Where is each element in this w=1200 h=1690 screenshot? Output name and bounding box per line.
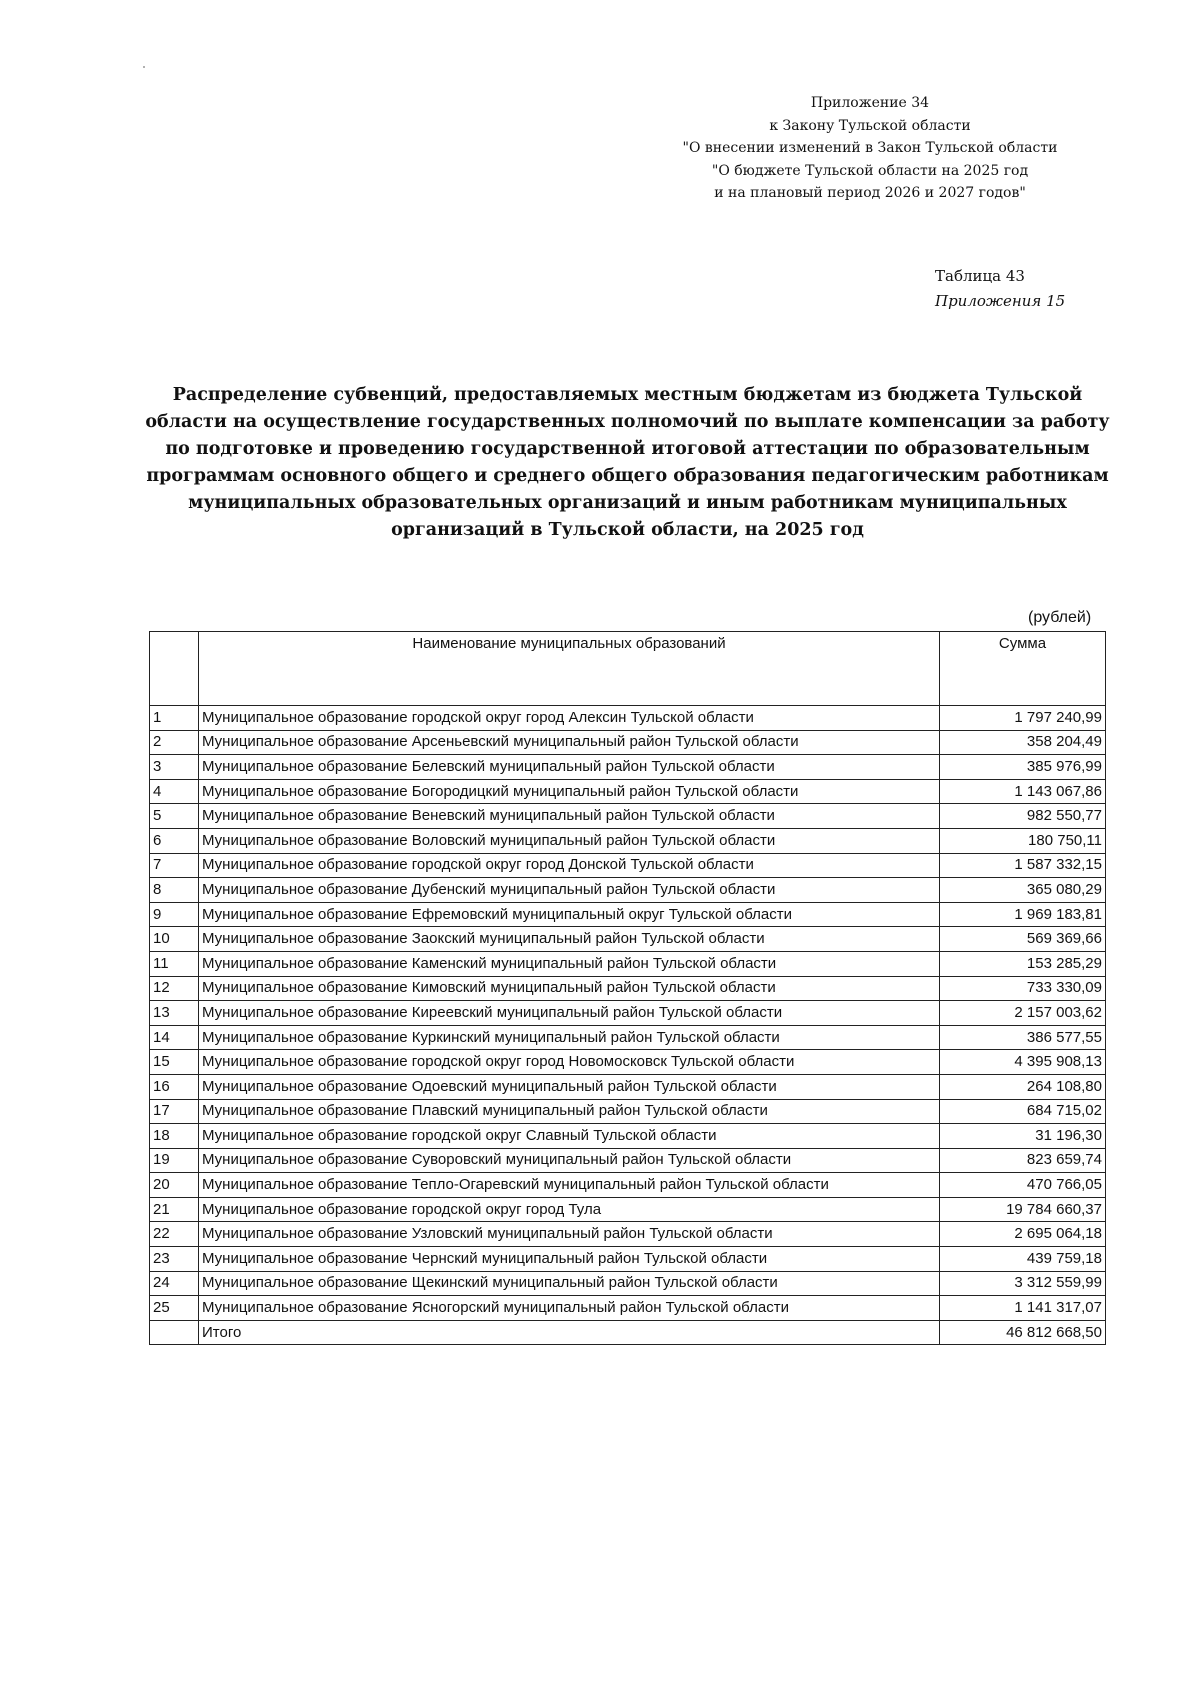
table-row bbox=[150, 1074, 1106, 1099]
appendix-reference: Приложения 15 bbox=[935, 292, 1066, 310]
row-number-cell: 15 bbox=[150, 1050, 199, 1075]
table-row bbox=[150, 902, 1106, 927]
row-number-cell: 5 bbox=[150, 804, 199, 829]
table-row bbox=[150, 1148, 1106, 1173]
municipality-name-cell: Муниципальное образование Узловский муниципальный район Тульской области bbox=[199, 1222, 940, 1247]
table-reference bbox=[935, 264, 1065, 314]
scan-speck-mark bbox=[143, 66, 145, 68]
municipality-name-cell: Муниципальное образование Куркинский муниципальный район Тульской области bbox=[199, 1025, 940, 1050]
appendix-line-1: Приложение 34 bbox=[810, 95, 930, 111]
amount-cell: 385 976,99 bbox=[940, 755, 1106, 780]
amount-cell: 386 577,55 bbox=[940, 1025, 1106, 1050]
municipality-name-cell: Муниципальное образование Богородицкий муниципальный район Тульской области bbox=[199, 779, 940, 804]
table-row bbox=[150, 927, 1106, 952]
municipality-name-cell: Муниципальное образование Ефремовский муниципальный округ Тульской области bbox=[199, 902, 940, 927]
row-number-cell: 12 bbox=[150, 976, 199, 1001]
amount-cell: 264 108,80 bbox=[940, 1074, 1106, 1099]
table-row bbox=[150, 1197, 1106, 1222]
amount-cell: 1 141 317,07 bbox=[940, 1296, 1106, 1321]
municipality-name-cell: Муниципальное образование Суворовский муниципальный район Тульской области bbox=[199, 1148, 940, 1173]
table-body bbox=[150, 706, 1106, 1345]
municipality-name-cell: Муниципальное образование городской округ город Алексин Тульской области bbox=[199, 706, 940, 731]
appendix-line-2: к Закону Тульской области bbox=[769, 117, 971, 134]
municipality-name-cell: Итого bbox=[199, 1320, 940, 1345]
table-row bbox=[150, 1050, 1106, 1075]
appendix-header bbox=[620, 92, 1120, 205]
amount-cell: 470 766,05 bbox=[940, 1173, 1106, 1198]
table-row bbox=[150, 779, 1106, 804]
amount-cell: 31 196,30 bbox=[940, 1124, 1106, 1149]
table-row bbox=[150, 804, 1106, 829]
amount-cell: 2 695 064,18 bbox=[940, 1222, 1106, 1247]
row-number-cell: 20 bbox=[150, 1173, 199, 1198]
municipality-name-cell: Муниципальное образование Заокский муниципальный район Тульской области bbox=[199, 927, 940, 952]
row-number-cell: 4 bbox=[150, 779, 199, 804]
amount-cell: 1 797 240,99 bbox=[940, 706, 1106, 731]
table-row bbox=[150, 951, 1106, 976]
amount-cell: 684 715,02 bbox=[940, 1099, 1106, 1124]
amount-cell: 180 750,11 bbox=[940, 828, 1106, 853]
municipality-name-cell: Муниципальное образование городской округ город Донской Тульской области bbox=[199, 853, 940, 878]
amount-cell: 365 080,29 bbox=[940, 878, 1106, 903]
row-number-cell: 1 bbox=[150, 706, 199, 731]
amount-cell: 982 550,77 bbox=[940, 804, 1106, 829]
appendix-line-5: и на плановый период 2026 и 2027 годов" bbox=[714, 185, 1026, 201]
row-number-cell: 14 bbox=[150, 1025, 199, 1050]
amount-cell: 19 784 660,37 bbox=[940, 1197, 1106, 1222]
amount-cell: 1 143 067,86 bbox=[940, 779, 1106, 804]
table-row bbox=[150, 1124, 1106, 1149]
table-row bbox=[150, 1025, 1106, 1050]
municipality-name-cell: Муниципальное образование Одоевский муниципальный район Тульской области bbox=[199, 1074, 940, 1099]
header-sum: Сумма bbox=[940, 632, 1106, 706]
municipality-name-cell: Муниципальное образование городской округ город Тула bbox=[199, 1197, 940, 1222]
table-row bbox=[150, 1222, 1106, 1247]
header-number bbox=[150, 632, 199, 706]
municipality-name-cell: Муниципальное образование Чернский муниципальный район Тульской области bbox=[199, 1247, 940, 1272]
row-number-cell: 10 bbox=[150, 927, 199, 952]
table-row bbox=[150, 706, 1106, 731]
total-row bbox=[150, 1320, 1106, 1345]
amount-cell: 1 587 332,15 bbox=[940, 853, 1106, 878]
row-number-cell: 8 bbox=[150, 878, 199, 903]
row-number-cell: 17 bbox=[150, 1099, 199, 1124]
row-number-cell: 7 bbox=[150, 853, 199, 878]
table-row bbox=[150, 1001, 1106, 1026]
row-number-cell: 2 bbox=[150, 730, 199, 755]
row-number-cell: 6 bbox=[150, 828, 199, 853]
distribution-table bbox=[149, 631, 1106, 1345]
table-number: Таблица 43 bbox=[935, 267, 1025, 285]
municipality-name-cell: Муниципальное образование Белевский муниципальный район Тульской области bbox=[199, 755, 940, 780]
table-row bbox=[150, 1271, 1106, 1296]
municipality-name-cell: Муниципальное образование Веневский муниципальный район Тульской области bbox=[199, 804, 940, 829]
table-row bbox=[150, 755, 1106, 780]
municipality-name-cell: Муниципальное образование Киреевский муниципальный район Тульской области bbox=[199, 1001, 940, 1026]
table-row bbox=[150, 730, 1106, 755]
amount-cell: 4 395 908,13 bbox=[940, 1050, 1106, 1075]
municipality-name-cell: Муниципальное образование Арсеньевский муниципальный район Тульской области bbox=[199, 730, 940, 755]
table-row bbox=[150, 878, 1106, 903]
municipality-name-cell: Муниципальное образование Плавский муниципальный район Тульской области bbox=[199, 1099, 940, 1124]
amount-cell: 3 312 559,99 bbox=[940, 1271, 1106, 1296]
row-number-cell: 13 bbox=[150, 1001, 199, 1026]
row-number-cell bbox=[150, 1320, 199, 1345]
appendix-line-4: "О бюджете Тульской области на 2025 год bbox=[711, 162, 1029, 179]
row-number-cell: 3 bbox=[150, 755, 199, 780]
municipality-name-cell: Муниципальное образование городской округ город Новомосковск Тульской области bbox=[199, 1050, 940, 1075]
table-row bbox=[150, 853, 1106, 878]
row-number-cell: 11 bbox=[150, 951, 199, 976]
municipality-name-cell: Муниципальное образование Щекинский муниципальный район Тульской области bbox=[199, 1271, 940, 1296]
amount-cell: 439 759,18 bbox=[940, 1247, 1106, 1272]
amount-cell: 733 330,09 bbox=[940, 976, 1106, 1001]
row-number-cell: 16 bbox=[150, 1074, 199, 1099]
municipality-name-cell: Муниципальное образование Дубенский муниципальный район Тульской области bbox=[199, 878, 940, 903]
municipality-name-cell: Муниципальное образование Каменский муниципальный район Тульской области bbox=[199, 951, 940, 976]
table-header-row bbox=[150, 632, 1106, 706]
amount-cell: 569 369,66 bbox=[940, 927, 1106, 952]
row-number-cell: 24 bbox=[150, 1271, 199, 1296]
table-row bbox=[150, 1099, 1106, 1124]
row-number-cell: 22 bbox=[150, 1222, 199, 1247]
row-number-cell: 25 bbox=[150, 1296, 199, 1321]
units-label: (рублей) bbox=[1028, 609, 1092, 626]
municipality-name-cell: Муниципальное образование Воловский муниципальный район Тульской области bbox=[199, 828, 940, 853]
document-title: Распределение субвенций, предоставляемых местным бюджетам из бюджета Тульской области на осуществление государственных полномочий по выплате компенсации за работу по подготовке и проведению государственной итоговой аттестации по образовательным программам основного общего и среднего общего образования педагогическим работникам муниципальных образовательных организаций и иным работникам муниципальных организаций в Тульской области, на 2025 год bbox=[145, 385, 1110, 540]
municipality-name-cell: Муниципальное образование Кимовский муниципальный район Тульской области bbox=[199, 976, 940, 1001]
amount-cell: 46 812 668,50 bbox=[940, 1320, 1106, 1345]
table-row bbox=[150, 828, 1106, 853]
table-row bbox=[150, 1296, 1106, 1321]
municipality-name-cell: Муниципальное образование городской округ Славный Тульской области bbox=[199, 1124, 940, 1149]
municipality-name-cell: Муниципальное образование Ясногорский муниципальный район Тульской области bbox=[199, 1296, 940, 1321]
row-number-cell: 18 bbox=[150, 1124, 199, 1149]
appendix-line-3: "О внесении изменений в Закон Тульской области bbox=[682, 140, 1058, 156]
amount-cell: 2 157 003,62 bbox=[940, 1001, 1106, 1026]
amount-cell: 1 969 183,81 bbox=[940, 902, 1106, 927]
row-number-cell: 21 bbox=[150, 1197, 199, 1222]
table-row bbox=[150, 1247, 1106, 1272]
row-number-cell: 23 bbox=[150, 1247, 199, 1272]
amount-cell: 823 659,74 bbox=[940, 1148, 1106, 1173]
header-name: Наименование муниципальных образований bbox=[199, 632, 940, 706]
municipality-name-cell: Муниципальное образование Тепло-Огаревский муниципальный район Тульской области bbox=[199, 1173, 940, 1198]
row-number-cell: 9 bbox=[150, 902, 199, 927]
table-row bbox=[150, 976, 1106, 1001]
table-row bbox=[150, 1173, 1106, 1198]
amount-cell: 358 204,49 bbox=[940, 730, 1106, 755]
amount-cell: 153 285,29 bbox=[940, 951, 1106, 976]
row-number-cell: 19 bbox=[150, 1148, 199, 1173]
